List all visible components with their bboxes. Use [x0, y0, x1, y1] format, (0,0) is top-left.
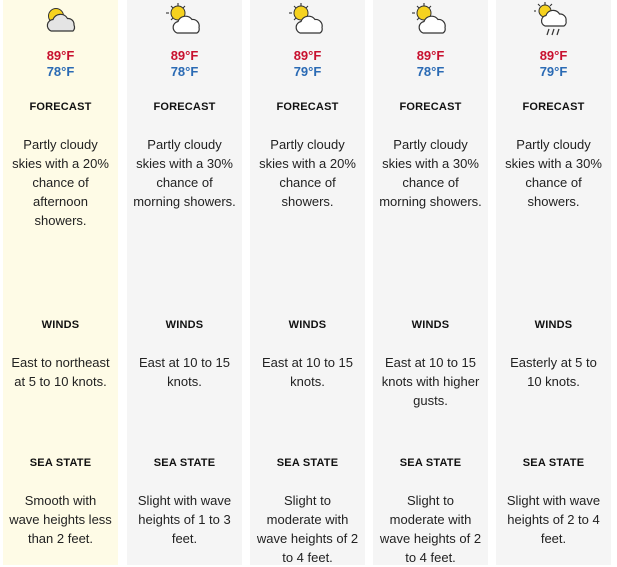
winds-label: WINDS — [165, 319, 204, 331]
forecast-text: Partly cloudy skies with a 30% chance of showers. — [505, 137, 602, 209]
low-temp: 78°F — [170, 64, 199, 79]
sun-behind-cloud-icon — [411, 2, 451, 38]
high-temp: 89°F — [46, 48, 75, 63]
day-column-1 — [3, 0, 118, 565]
winds-text: East at 10 to 15 knots with higher gusts. — [381, 355, 480, 408]
winds-text: Easterly at 5 to 10 knots. — [510, 355, 597, 389]
sea-state-text: Slight with wave heights of 1 to 3 feet. — [137, 493, 232, 546]
forecast-label: FORECAST — [153, 101, 216, 113]
sea-state-label: SEA STATE — [276, 457, 339, 469]
partly-cloudy-icon — [41, 2, 81, 38]
winds-text: East at 10 to 15 knots. — [138, 355, 231, 389]
forecast-text: Partly cloudy skies with a 20% chance of afternoon showers. — [12, 137, 109, 228]
low-temp: 79°F — [293, 64, 322, 79]
high-temp: 89°F — [293, 48, 322, 63]
sea-state-text: Slight with wave heights of 2 to 4 feet. — [506, 493, 601, 546]
sea-state-text: Slight to moderate with wave heights of 2 to 4 feet. — [256, 493, 359, 565]
winds-label: WINDS — [288, 319, 327, 331]
day-column-5 — [496, 0, 611, 565]
day-column-3 — [250, 0, 365, 565]
day-column-4 — [373, 0, 488, 565]
winds-text: East to northeast at 5 to 10 knots. — [11, 355, 110, 389]
forecast-text: Partly cloudy skies with a 30% chance of morning showers. — [379, 137, 482, 209]
high-temp: 89°F — [416, 48, 445, 63]
sun-behind-cloud-icon — [165, 2, 205, 38]
high-temp: 89°F — [170, 48, 199, 63]
winds-text: East at 10 to 15 knots. — [261, 355, 354, 389]
day-column-2 — [127, 0, 242, 565]
forecast-text: Partly cloudy skies with a 30% chance of morning showers. — [133, 137, 236, 209]
winds-label: WINDS — [534, 319, 573, 331]
sea-state-label: SEA STATE — [522, 457, 585, 469]
sea-state-label: SEA STATE — [399, 457, 462, 469]
high-temp: 89°F — [539, 48, 568, 63]
sun-behind-cloud-icon — [288, 2, 328, 38]
forecast-label: FORECAST — [399, 101, 462, 113]
sea-state-text: Smooth with wave heights less than 2 feet. — [9, 493, 112, 546]
forecast-label: FORECAST — [29, 101, 92, 113]
sea-state-text: Slight to moderate with wave heights of 2 to 4 feet. — [379, 493, 482, 565]
winds-label: WINDS — [411, 319, 450, 331]
winds-label: WINDS — [41, 319, 80, 331]
sea-state-label: SEA STATE — [153, 457, 216, 469]
low-temp: 78°F — [416, 64, 445, 79]
forecast-text: Partly cloudy skies with a 20% chance of showers. — [259, 137, 356, 209]
forecast-label: FORECAST — [522, 101, 585, 113]
low-temp: 79°F — [539, 64, 568, 79]
sea-state-label: SEA STATE — [29, 457, 92, 469]
sun-cloud-rain-icon — [534, 2, 574, 38]
low-temp: 78°F — [46, 64, 75, 79]
forecast-label: FORECAST — [276, 101, 339, 113]
